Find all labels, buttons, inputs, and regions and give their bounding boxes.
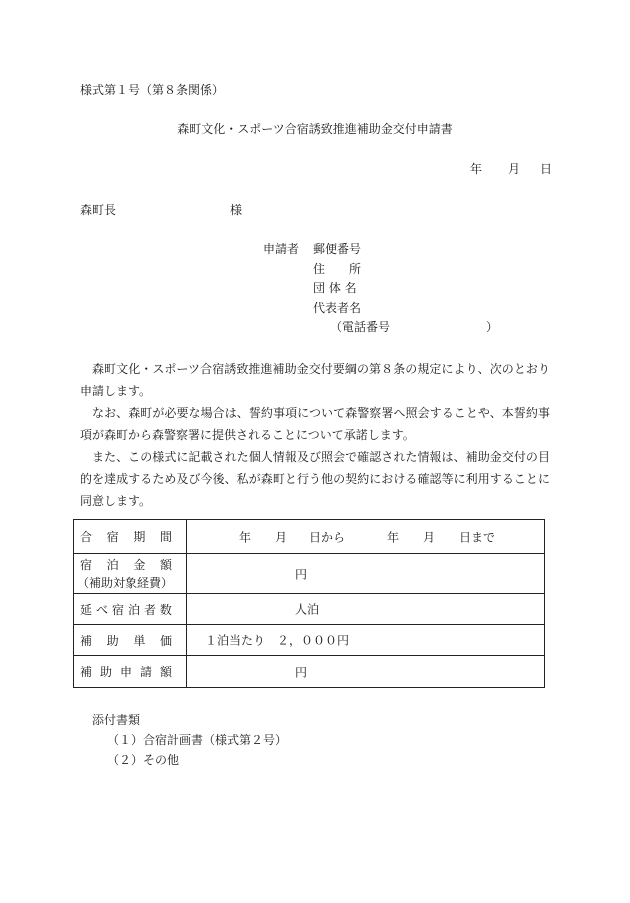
date-year-label: 年 xyxy=(470,162,483,176)
unit-price-label: 補 助 単 価 xyxy=(80,633,172,648)
requested-value-cell[interactable] xyxy=(187,656,545,688)
nights-label: 延 べ 宿 泊 者 数 xyxy=(80,602,172,617)
lodging-label-cell xyxy=(74,554,187,594)
attachment-item-plan: （１）合宿計画書（様式第２号） xyxy=(107,733,288,747)
unit-price-label-cell xyxy=(74,625,187,656)
table-row-requested xyxy=(74,656,545,688)
date-day-label: 日 xyxy=(540,162,553,176)
address-label: 住 所 xyxy=(313,262,362,276)
addressee xyxy=(80,202,243,218)
period-value-cell[interactable] xyxy=(187,520,545,554)
period-from-year: 年 xyxy=(239,530,252,544)
representative-label: 代表者名 xyxy=(313,301,362,315)
application-table xyxy=(73,519,545,688)
period-from-day: 日から xyxy=(309,530,346,544)
addressee-honorific: 様 xyxy=(230,203,243,217)
table-row-lodging xyxy=(74,554,545,594)
lodging-sub-label: （補助対象経費） xyxy=(77,575,174,590)
period-to-month: 月 xyxy=(423,530,436,544)
paragraph-privacy-consent: また、この様式に記載された個人情報及び照会で確認された情報は、補助金交付の目的を達成するため及び今後、私が森町と行う他の契約における確認等に利用することに同意します。 xyxy=(80,450,550,508)
unit-price-value-cell xyxy=(187,625,545,656)
lodging-value-cell[interactable] xyxy=(187,554,545,594)
applicant-label: 申請者 xyxy=(263,242,300,256)
form-number: 様式第１号（第８条関係） xyxy=(80,83,225,97)
table-row-period xyxy=(74,520,545,554)
document-title: 森町文化・スポーツ合宿誘致推進補助金交付申請書 xyxy=(177,122,453,136)
organization-name-label: 団 体 名 xyxy=(313,281,357,295)
nights-unit: 人泊 xyxy=(295,602,320,617)
nights-value-cell[interactable] xyxy=(187,594,545,625)
attachment-item-other: （２）その他 xyxy=(107,753,180,767)
paragraph-police-consent: なお、森町が必要な場合は、誓約事項について森警察署へ照会することや、本誓約事項が森町から森警察署に提供されることについて承諾します。 xyxy=(80,406,550,442)
period-from-month: 月 xyxy=(275,530,288,544)
table-row-nights xyxy=(74,594,545,625)
table-row-unit-price xyxy=(74,625,545,656)
unit-price-value: １泊当たり ２，０００円 xyxy=(205,633,350,648)
postal-code-label: 郵便番号 xyxy=(313,242,362,256)
nights-label-cell xyxy=(74,594,187,625)
requested-label-cell xyxy=(74,656,187,688)
attachments-title: 添付書類 xyxy=(92,713,141,727)
period-label-cell xyxy=(74,520,187,554)
body-text xyxy=(80,358,550,512)
lodging-label: 宿 泊 金 額 xyxy=(80,557,172,572)
phone-label: （電話番号 xyxy=(330,320,391,334)
requested-label: 補 助 申 請 額 xyxy=(80,665,172,679)
period-to-year: 年 xyxy=(387,530,400,544)
paragraph-application: 森町文化・スポーツ合宿誘致推進補助金交付要綱の第８条の規定により、次のとおり申請します。 xyxy=(80,362,550,398)
period-label: 合 宿 期 間 xyxy=(80,530,172,544)
requested-unit: 円 xyxy=(295,665,308,679)
lodging-unit: 円 xyxy=(295,567,308,581)
phone-close-paren: ） xyxy=(486,320,499,334)
period-to-day: 日まで xyxy=(459,530,496,544)
date-month-label: 月 xyxy=(508,162,521,176)
addressee-name: 森町長 xyxy=(80,203,117,217)
